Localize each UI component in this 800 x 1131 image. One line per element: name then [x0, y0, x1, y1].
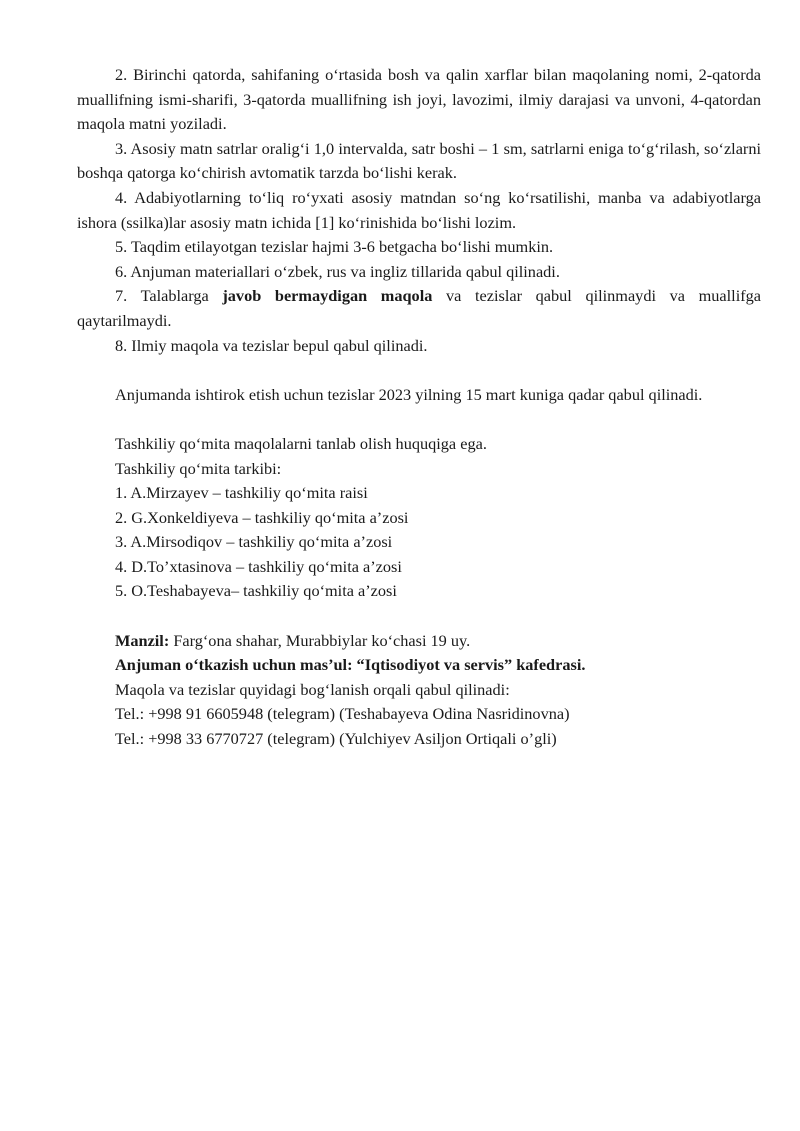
committee-member: 2. G.Xonkeldiyeva – tashkiliy qo‘mita a’zosi: [115, 507, 409, 527]
requirement-text: Anjuman materiallari o‘zbek, rus va ingliz tillarida qabul qilinadi.: [130, 261, 560, 281]
requirement-number: 2.: [115, 65, 128, 84]
requirement-number: 7.: [115, 286, 128, 306]
phone-line: Tel.: +998 91 6605948 (telegram) (Teshabayeva Odina Nasridinovna): [115, 704, 570, 724]
requirement-number: 3.: [115, 138, 128, 158]
committee-member: 5. O.Teshabayeva– tashkiliy qo‘mita a’zosi: [115, 581, 397, 601]
accept-note: Maqola va tezislar quyidagi bog‘lanish orqali qabul qilinadi:: [115, 679, 510, 699]
committee-heading: Tashkiliy qo‘mita tarkibi:: [115, 458, 282, 478]
requirement-5: [77, 235, 761, 260]
requirement-number: 5.: [115, 237, 128, 257]
requirement-text: Ilmiy maqola va tezislar bepul qabul qilinadi.: [131, 335, 428, 355]
deadline-paragraph: Anjumanda ishtirok etish uchun tezislar 2023 yilning 15 mart kuniga qadar qabul qilinadi.: [115, 384, 703, 404]
spacer: [77, 604, 761, 629]
requirement-2: [77, 63, 761, 137]
address-value: Farg‘ona shahar, Murabbiylar ko‘chasi 19 uy.: [169, 630, 471, 650]
requirement-6: [77, 260, 761, 285]
requirement-text: Taqdim etilayotgan tezislar hajmi 3-6 betgacha bo‘lishi mumkin.: [131, 237, 554, 257]
requirement-number: 4.: [115, 187, 128, 207]
requirement-8: [77, 334, 761, 359]
committee-member: 4. D.To’xtasinova – tashkiliy qo‘mita a’zosi: [115, 556, 402, 576]
requirement-3: [77, 137, 761, 186]
spacer: [77, 358, 761, 383]
requirement-text: Birinchi qatorda, sahifaning o‘rtasida bosh va qalin xarflar bilan maqolaning nomi, 2-qatorda muallifning ismi-sharifi, 3-qatorda muallifning ish joyi, lavozimi, ilmiy darajasi va unvoni, 4-qatordan maqola matni yoziladi.: [77, 65, 761, 134]
requirement-number: 8.: [115, 335, 128, 355]
requirement-text: Adabiyotlarning to‘liq ro‘yxati asosiy matndan so‘ng ko‘rsatilishi, manba va adabiyotlarga ishora (ssilka)lar asosiy matn ichida [1] ko‘rinishida bo‘lishi lozim.: [77, 187, 761, 232]
document-page: [77, 63, 761, 752]
address-line: [77, 629, 761, 654]
committee-intro: Tashkiliy qo‘mita maqolalarni tanlab olish huquqiga ega.: [115, 433, 487, 453]
committee-member: 3. A.Mirsodiqov – tashkiliy qo‘mita a’zosi: [115, 532, 393, 552]
phone-line: Tel.: +998 33 6770727 (telegram) (Yulchiyev Asiljon Ortiqali o’gli): [115, 729, 557, 749]
requirement-text-before: Talablarga: [140, 286, 223, 306]
requirement-text-after: va tezislar qabul qilinmaydi va muallifga qaytarilmaydi.: [77, 286, 762, 330]
requirement-text: Asosiy matn satrlar oralig‘i 1,0 intervalda, satr boshi – 1 sm, satrlarni eniga to‘g‘rilash, so‘zlarni boshqa qatorga ko‘chirish avtomatik tarzda bo‘lishi kerak.: [77, 138, 762, 183]
requirement-text-bold: javob bermaydigan maqola: [222, 286, 433, 306]
requirement-4: [77, 186, 761, 235]
requirement-number: 6.: [115, 261, 128, 281]
requirement-7: [77, 284, 761, 333]
spacer: [77, 407, 761, 432]
responsible-text: Anjuman o‘tkazish uchun mas’ul: “Iqtisodiyot va servis” kafedrasi.: [115, 655, 586, 675]
committee-member: 1. A.Mirzayev – tashkiliy qo‘mita raisi: [115, 483, 368, 503]
responsible-line: [77, 653, 761, 678]
address-label: Manzil:: [115, 630, 170, 650]
